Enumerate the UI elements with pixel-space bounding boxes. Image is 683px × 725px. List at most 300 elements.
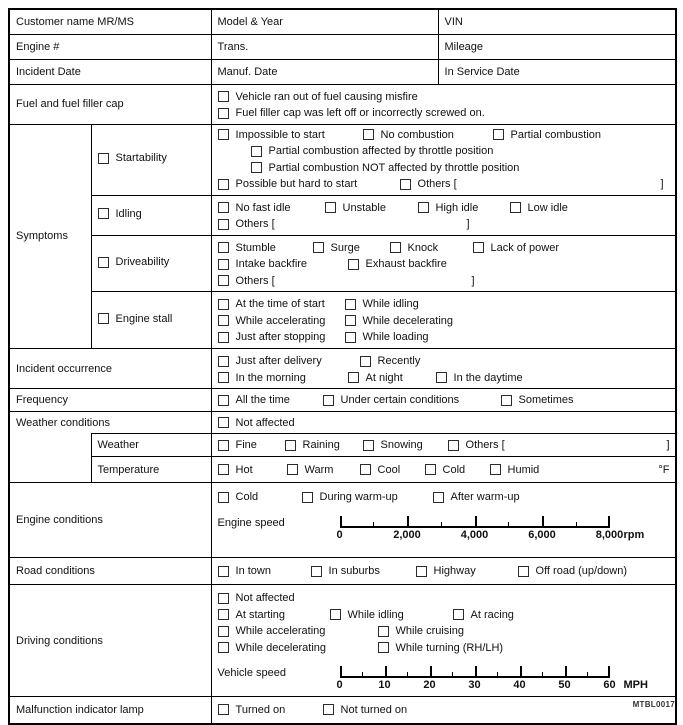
- row-label-engine-conditions: Engine conditions: [9, 483, 211, 558]
- option-label: Engine stall: [115, 312, 173, 325]
- ruler-major-tick: [407, 516, 409, 528]
- option-label: Just after delivery: [235, 355, 322, 368]
- option-label: Driveability: [115, 256, 170, 268]
- field-manuf-date[interactable]: Manuf. Date: [211, 59, 438, 84]
- option-label: While decelerating: [235, 641, 327, 654]
- engine-speed-label: Engine speed: [217, 516, 285, 529]
- option-label: Others [: [235, 274, 275, 287]
- option-label: In town: [235, 565, 271, 577]
- ruler-minor-tick: [508, 522, 509, 528]
- option-label: Unstable: [342, 201, 386, 214]
- table-row: [9, 412, 676, 434]
- checkbox-after-warm-up[interactable]: [433, 491, 520, 503]
- option-label: Exhaust backfire: [365, 258, 447, 271]
- checkbox-icon[interactable]: [360, 464, 371, 475]
- checkbox-icon[interactable]: [218, 704, 229, 715]
- checkbox-driveability-others[interactable]: [218, 275, 275, 287]
- checkbox-icon[interactable]: [218, 395, 229, 406]
- checkbox-icon[interactable]: [218, 372, 229, 383]
- ruler-label: 2,000: [393, 528, 421, 541]
- row-label-frequency: Frequency: [9, 389, 211, 412]
- checkbox-icon[interactable]: [218, 202, 229, 213]
- checkbox-knock[interactable]: [390, 242, 473, 254]
- checkbox-partial-combustion-throttle[interactable]: [251, 145, 494, 157]
- checkbox-icon[interactable]: [433, 492, 444, 503]
- checkbox-all-the-time[interactable]: [218, 394, 323, 406]
- table-row: [9, 697, 676, 724]
- checkbox-icon[interactable]: [490, 464, 501, 475]
- checkbox-exhaust-backfire[interactable]: [348, 258, 447, 270]
- checkbox-icon[interactable]: [518, 566, 529, 577]
- table-row: [9, 195, 676, 235]
- checkbox-stall-while-accelerating[interactable]: [218, 315, 345, 327]
- checkbox-icon[interactable]: [345, 315, 356, 326]
- option-label: While idling: [362, 298, 419, 311]
- checkbox-icon[interactable]: [287, 464, 298, 475]
- option-label: Knock: [407, 241, 439, 254]
- option-label: Warm: [304, 463, 334, 476]
- engine-conditions-cell: [211, 483, 676, 558]
- option-label: Not affected: [235, 592, 295, 605]
- option-label: Cool: [377, 463, 401, 476]
- incident-occurrence-options-cell: [211, 349, 676, 389]
- checkbox-partial-combustion-not-throttle[interactable]: [251, 162, 520, 174]
- checkbox-intake-backfire[interactable]: [218, 258, 348, 270]
- ruler-major-tick: [475, 516, 477, 528]
- checkbox-fuel-filler-cap[interactable]: [218, 107, 485, 119]
- field-mileage[interactable]: Mileage: [438, 34, 676, 59]
- option-label: While accelerating: [235, 625, 326, 638]
- option-label: Snowing: [380, 439, 423, 451]
- checkbox-icon[interactable]: [218, 642, 229, 653]
- checkbox-unstable[interactable]: [325, 202, 418, 214]
- option-label: No fast idle: [235, 201, 291, 214]
- table-row: [9, 84, 676, 124]
- checkbox-turned-on[interactable]: [218, 704, 323, 716]
- bracket-close: ]: [471, 274, 475, 287]
- checkbox-high-idle[interactable]: [418, 202, 510, 214]
- checkbox-in-the-morning[interactable]: [218, 372, 348, 384]
- option-label: Others [: [235, 218, 275, 231]
- checkbox-off-road[interactable]: [518, 565, 628, 577]
- checkbox-sometimes[interactable]: [501, 394, 574, 406]
- option-label: While loading: [362, 331, 429, 344]
- road-conditions-cell: [211, 558, 676, 585]
- checkbox-icon[interactable]: [218, 417, 229, 428]
- weather-options-cell: [211, 434, 676, 457]
- option-label: While idling: [347, 608, 404, 621]
- checkbox-icon[interactable]: [493, 129, 504, 140]
- checkbox-while-accelerating[interactable]: [218, 625, 378, 637]
- checkbox-raining[interactable]: [285, 439, 363, 451]
- checkbox-icon[interactable]: [325, 202, 336, 213]
- ruler-minor-tick: [587, 672, 588, 678]
- checkbox-idling-others[interactable]: [218, 218, 275, 230]
- mil-options-cell: [211, 697, 676, 724]
- checkbox-icon[interactable]: [218, 626, 229, 637]
- option-label: Possible but hard to start: [235, 178, 358, 191]
- ruler-minor-tick: [373, 522, 374, 528]
- option-label: Stumble: [235, 241, 276, 254]
- option-label: Surge: [330, 241, 360, 254]
- option-label: Lack of power: [490, 241, 559, 254]
- field-customer-name[interactable]: Customer name MR/MS: [9, 9, 211, 34]
- option-label: Hot: [235, 463, 253, 476]
- checkbox-engine-stall[interactable]: [98, 313, 173, 325]
- field-incident-date[interactable]: Incident Date: [9, 59, 211, 84]
- ruler-minor-tick: [441, 522, 442, 528]
- table-row: [9, 457, 676, 483]
- engine-speed-scale[interactable]: [336, 514, 645, 542]
- checkbox-while-loading[interactable]: [345, 331, 429, 343]
- ruler-label: 50: [558, 679, 571, 691]
- option-label: Low idle: [527, 201, 568, 214]
- checkbox-icon[interactable]: [313, 242, 324, 253]
- option-label: Sometimes: [518, 394, 574, 406]
- ruler-major-tick: [565, 666, 567, 678]
- row-label-temperature: Temperature: [91, 457, 211, 483]
- checkbox-partial-combustion[interactable]: [493, 129, 602, 141]
- option-label: Startability: [115, 152, 167, 165]
- ruler-major-tick: [608, 666, 610, 678]
- document-code: MTBL0017: [632, 700, 675, 709]
- row-label-weather: Weather: [91, 434, 211, 457]
- checkbox-icon[interactable]: [330, 609, 341, 620]
- bracket-close: ]: [660, 178, 664, 191]
- checkbox-snowing[interactable]: [363, 439, 448, 451]
- checkbox-lack-of-power[interactable]: [473, 242, 559, 254]
- vehicle-speed-label: Vehicle speed: [217, 667, 287, 679]
- checkbox-icon[interactable]: [218, 566, 229, 577]
- option-label: Vehicle ran out of fuel causing misfire: [235, 90, 418, 103]
- checkbox-icon[interactable]: [218, 259, 229, 270]
- ruler-minor-tick: [362, 672, 363, 678]
- option-label: At starting: [235, 608, 286, 621]
- table-row: [9, 34, 676, 59]
- startability-options-cell: [211, 124, 676, 195]
- checkbox-icon[interactable]: [218, 464, 229, 475]
- checkbox-in-the-daytime[interactable]: [436, 372, 523, 384]
- ruler-unit-label: rpm: [623, 528, 645, 541]
- checkbox-icon[interactable]: [251, 146, 262, 157]
- option-label: At the time of start: [235, 298, 325, 311]
- ruler-minor-tick: [542, 672, 543, 678]
- checkbox-icon[interactable]: [378, 642, 389, 653]
- checkbox-icon[interactable]: [323, 704, 334, 715]
- option-label: Not turned on: [340, 703, 408, 716]
- checkbox-just-after-delivery[interactable]: [218, 355, 360, 367]
- ruler-label: 0: [336, 528, 343, 541]
- checkbox-icon[interactable]: [473, 242, 484, 253]
- checkbox-while-cruising[interactable]: [378, 625, 464, 637]
- row-label-incident-occurrence: Incident occurrence: [9, 349, 211, 389]
- table-row: [9, 585, 676, 697]
- temperature-options-cell: [211, 457, 676, 483]
- option-label: Fine: [235, 439, 257, 451]
- vehicle-speed-scale[interactable]: [336, 664, 648, 692]
- checkbox-during-warm-up[interactable]: [302, 491, 433, 503]
- checkbox-icon[interactable]: [218, 332, 229, 343]
- row-label-road-conditions: Road conditions: [9, 558, 211, 585]
- checkbox-just-after-stopping[interactable]: [218, 331, 345, 343]
- driveability-options-cell: [211, 235, 676, 292]
- fuel-options-cell: [211, 84, 676, 124]
- option-label: Fuel filler cap was left off or incorrectly screwed on.: [235, 107, 485, 120]
- symptom-driveability-cell: [91, 235, 211, 292]
- temperature-unit: °F: [658, 463, 670, 476]
- option-label: All the time: [235, 394, 290, 406]
- ruler-major-tick: [608, 516, 610, 528]
- option-label: Cold: [442, 463, 466, 476]
- checkbox-icon[interactable]: [390, 242, 401, 253]
- field-trans[interactable]: Trans.: [211, 34, 438, 59]
- option-label: While cruising: [395, 625, 464, 638]
- checkbox-weather-not-affected[interactable]: [218, 417, 295, 429]
- checkbox-icon[interactable]: [400, 179, 411, 190]
- checkbox-icon[interactable]: [218, 609, 229, 620]
- option-label: Partial combustion affected by throttle position: [268, 145, 494, 158]
- option-label: In the morning: [235, 371, 306, 384]
- checkbox-icon[interactable]: [348, 259, 359, 270]
- option-label: Under certain conditions: [340, 394, 460, 406]
- symptom-idling-cell: [91, 195, 211, 235]
- option-label: Off road (up/down): [535, 565, 628, 577]
- option-label: During warm-up: [319, 491, 398, 504]
- table-row: [9, 292, 676, 349]
- option-label: While decelerating: [362, 314, 454, 327]
- option-label: At racing: [470, 608, 514, 621]
- checkbox-icon[interactable]: [218, 275, 229, 286]
- checkbox-surge[interactable]: [313, 242, 390, 254]
- option-label: Others [: [417, 178, 457, 191]
- checkbox-stumble[interactable]: [218, 242, 313, 254]
- row-label-symptoms: Symptoms: [9, 124, 91, 349]
- checkbox-cold-engine[interactable]: [218, 491, 302, 503]
- row-label-fuel: Fuel and fuel filler cap: [9, 84, 211, 124]
- option-label: While accelerating: [235, 314, 326, 327]
- ruler-major-tick: [385, 666, 387, 678]
- ruler-minor-tick: [407, 672, 408, 678]
- bracket-close: ]: [466, 218, 470, 231]
- checkbox-icon[interactable]: [218, 219, 229, 230]
- table-row: [9, 9, 676, 34]
- ruler-major-tick: [520, 666, 522, 678]
- checkbox-icon[interactable]: [448, 440, 459, 451]
- checkbox-icon[interactable]: [501, 395, 512, 406]
- checkbox-at-time-of-start[interactable]: [218, 298, 345, 310]
- option-label: No combustion: [380, 128, 454, 141]
- checkbox-icon[interactable]: [251, 162, 262, 173]
- ruler-major-tick: [475, 666, 477, 678]
- checkbox-icon[interactable]: [218, 108, 229, 119]
- checkbox-under-certain-conditions[interactable]: [323, 394, 501, 406]
- bracket-close: ]: [666, 439, 670, 451]
- checkbox-icon[interactable]: [98, 153, 109, 164]
- checkbox-icon[interactable]: [363, 440, 374, 451]
- ruler-major-tick: [542, 516, 544, 528]
- option-label: Others [: [465, 439, 505, 451]
- ruler-major-tick: [430, 666, 432, 678]
- checkbox-icon[interactable]: [218, 299, 229, 310]
- option-label: Partial combustion: [510, 128, 602, 141]
- checkbox-icon[interactable]: [218, 91, 229, 102]
- checkbox-icon[interactable]: [218, 179, 229, 190]
- checkbox-no-combustion[interactable]: [363, 129, 493, 141]
- checkbox-icon[interactable]: [416, 566, 427, 577]
- checkbox-at-night[interactable]: [348, 372, 436, 384]
- checkbox-icon[interactable]: [436, 372, 447, 383]
- option-label: Recently: [377, 355, 421, 368]
- checkbox-icon[interactable]: [453, 609, 464, 620]
- checkbox-hard-to-start[interactable]: [218, 178, 400, 190]
- option-label: Humid: [507, 463, 540, 476]
- checkbox-driveability[interactable]: [98, 256, 170, 268]
- checkbox-icon[interactable]: [218, 315, 229, 326]
- checkbox-fine[interactable]: [218, 439, 285, 451]
- field-model-year[interactable]: Model & Year: [211, 9, 438, 34]
- checkbox-ran-out-of-fuel[interactable]: [218, 91, 418, 103]
- ruler-label: 6,000: [528, 528, 556, 541]
- checkbox-icon[interactable]: [510, 202, 521, 213]
- checkbox-cold-temp[interactable]: [425, 464, 490, 476]
- option-label: While turning (RH/LH): [395, 641, 504, 654]
- checkbox-icon[interactable]: [348, 372, 359, 383]
- checkbox-icon[interactable]: [98, 208, 109, 219]
- checkbox-stall-while-idling[interactable]: [345, 298, 419, 310]
- ruler-unit-label: MPH: [623, 679, 648, 691]
- checkbox-icon[interactable]: [218, 356, 229, 367]
- ruler-label: 10: [378, 679, 391, 691]
- table-row: [9, 59, 676, 84]
- option-label: Partial combustion NOT affected by throttle position: [268, 161, 520, 174]
- table-row: [9, 124, 676, 195]
- ruler-label: 8,000: [595, 528, 624, 541]
- table-row: [9, 235, 676, 292]
- weather-not-affected-cell: [211, 412, 676, 434]
- row-label-driving-conditions: Driving conditions: [9, 585, 211, 697]
- option-label: Just after stopping: [235, 331, 326, 344]
- checkbox-no-fast-idle[interactable]: [218, 202, 325, 214]
- option-label: At night: [365, 371, 403, 384]
- idling-options-cell: [211, 195, 676, 235]
- checkbox-icon[interactable]: [218, 492, 229, 503]
- checkbox-icon[interactable]: [218, 440, 229, 451]
- checkbox-icon[interactable]: [418, 202, 429, 213]
- checkbox-impossible-to-start[interactable]: [218, 129, 363, 141]
- ruler-label: 30: [468, 679, 481, 691]
- option-label: In suburbs: [328, 565, 380, 577]
- option-label: Idling: [115, 207, 142, 220]
- field-vin[interactable]: VIN: [438, 9, 676, 34]
- checkbox-icon[interactable]: [425, 464, 436, 475]
- checkbox-weather-others[interactable]: [448, 439, 505, 451]
- checkbox-while-idling[interactable]: [330, 609, 453, 621]
- checkbox-icon[interactable]: [345, 299, 356, 310]
- ruler-label: 40: [513, 679, 526, 691]
- checkbox-icon[interactable]: [98, 313, 109, 324]
- checkbox-while-decelerating[interactable]: [218, 642, 378, 654]
- ruler-minor-tick: [576, 522, 577, 528]
- ruler-minor-tick: [452, 672, 453, 678]
- checkbox-startability-others[interactable]: [400, 178, 457, 190]
- checkbox-humid[interactable]: [490, 464, 540, 476]
- checkbox-at-racing[interactable]: [453, 609, 514, 621]
- option-label: Impossible to start: [235, 128, 325, 141]
- ruler-minor-tick: [497, 672, 498, 678]
- table-row: [9, 434, 676, 457]
- checkbox-icon[interactable]: [323, 395, 334, 406]
- option-label: High idle: [435, 201, 479, 214]
- option-label: In the daytime: [453, 371, 523, 384]
- ruler-label: 60: [603, 679, 616, 691]
- option-label: Raining: [302, 439, 340, 451]
- checkbox-highway[interactable]: [416, 565, 518, 577]
- checkbox-icon[interactable]: [98, 257, 109, 268]
- checkbox-driving-not-affected[interactable]: [218, 592, 295, 604]
- option-label: Intake backfire: [235, 258, 308, 271]
- checkbox-icon[interactable]: [363, 129, 374, 140]
- ruler-major-tick: [340, 666, 342, 678]
- checkbox-in-town[interactable]: [218, 565, 311, 577]
- frequency-options-cell: [211, 389, 676, 412]
- symptom-startability-cell: [91, 124, 211, 195]
- checkbox-warm[interactable]: [287, 464, 360, 476]
- option-label: Cold: [235, 491, 259, 504]
- table-row: [9, 558, 676, 585]
- checkbox-icon[interactable]: [360, 356, 371, 367]
- symptom-engine-stall-cell: [91, 292, 211, 349]
- ruler-label: 4,000: [460, 528, 489, 541]
- table-row: [9, 349, 676, 389]
- checkbox-recently[interactable]: [360, 355, 421, 367]
- checkbox-cool[interactable]: [360, 464, 425, 476]
- checkbox-while-turning[interactable]: [378, 642, 504, 654]
- field-in-service-date[interactable]: In Service Date: [438, 59, 676, 84]
- ruler-label: 20: [423, 679, 436, 691]
- ruler-major-tick: [340, 516, 342, 528]
- checkbox-at-starting[interactable]: [218, 609, 330, 621]
- checkbox-icon[interactable]: [218, 129, 229, 140]
- driving-conditions-cell: [211, 585, 676, 697]
- table-row: [9, 483, 676, 558]
- checkbox-in-suburbs[interactable]: [311, 565, 416, 577]
- diagnostic-worksheet-table: [8, 8, 677, 725]
- checkbox-icon[interactable]: [285, 440, 296, 451]
- checkbox-low-idle[interactable]: [510, 202, 568, 214]
- row-label-weather-conditions: [9, 412, 110, 483]
- option-label: Turned on: [235, 703, 286, 716]
- checkbox-icon[interactable]: [345, 332, 356, 343]
- field-engine-number[interactable]: Engine #: [9, 34, 211, 59]
- checkbox-stall-while-decelerating[interactable]: [345, 315, 454, 327]
- row-label-mil: Malfunction indicator lamp: [9, 697, 211, 724]
- checkbox-not-turned-on[interactable]: [323, 704, 408, 716]
- checkbox-idling[interactable]: [98, 208, 142, 220]
- checkbox-icon[interactable]: [302, 492, 313, 503]
- ruler-label: 0: [336, 679, 343, 691]
- checkbox-hot[interactable]: [218, 464, 287, 476]
- checkbox-startability[interactable]: [98, 152, 167, 164]
- option-label: After warm-up: [450, 491, 520, 504]
- option-label: Highway: [433, 565, 476, 577]
- checkbox-icon[interactable]: [218, 593, 229, 604]
- checkbox-icon[interactable]: [378, 626, 389, 637]
- checkbox-icon[interactable]: [311, 566, 322, 577]
- checkbox-icon[interactable]: [218, 242, 229, 253]
- option-label: Not affected: [235, 416, 295, 429]
- table-row: [9, 389, 676, 412]
- engine-stall-options-cell: [211, 292, 676, 349]
